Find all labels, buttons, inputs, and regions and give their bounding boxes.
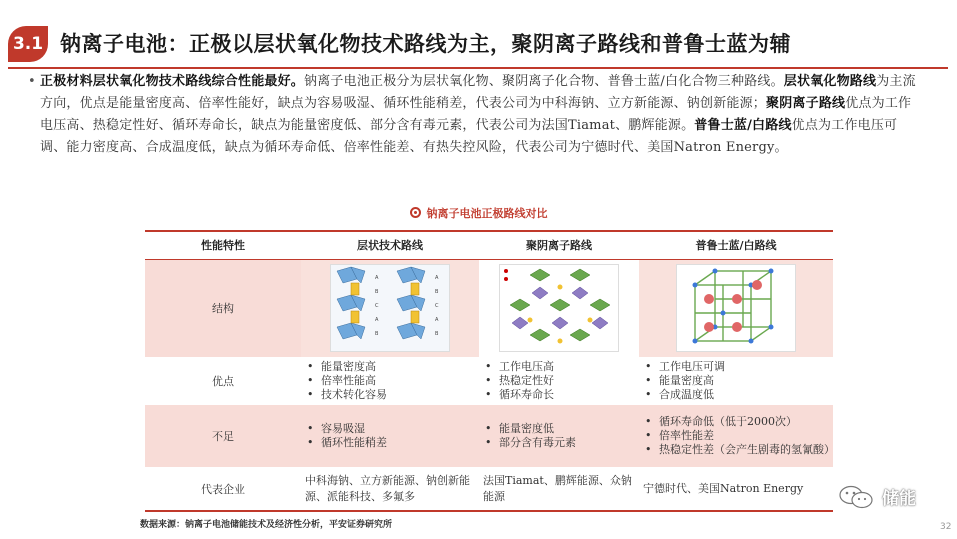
paragraph-lead: 正极材料层状氧化物技术路线综合性能最好。 <box>40 74 305 89</box>
layered-companies-cell <box>301 467 479 511</box>
watermark <box>838 484 916 509</box>
list-item: • 循环寿命低（低于2000次） <box>645 415 833 429</box>
svg-text:B: B <box>435 289 439 296</box>
table-header-row <box>145 231 833 259</box>
svg-text:A: A <box>435 317 439 324</box>
polyanion-advantages-cell <box>479 357 639 405</box>
section-number-badge: 3.1 <box>8 26 48 62</box>
company-list: 宁德时代、美国Natron Energy <box>643 481 804 495</box>
svg-text:B: B <box>375 331 379 338</box>
title-bar <box>0 22 957 66</box>
header-cell: 性能特性 <box>201 239 245 253</box>
svg-text:A: A <box>375 275 379 282</box>
polyanion-structure-cell <box>479 259 639 357</box>
list-item: • 倍率性能高 <box>307 374 479 388</box>
list-item: • 热稳定性差（会产生剧毒的氢氰酸） <box>645 443 833 457</box>
layered-disadvantages-cell <box>301 405 479 467</box>
svg-text:B: B <box>435 331 439 338</box>
list-item: • 合成温度低 <box>645 388 833 402</box>
row-label: 不足 <box>212 430 234 443</box>
table-caption <box>0 205 957 221</box>
paragraph-keyword: 普鲁士蓝/白路线 <box>694 118 792 133</box>
polyanion-companies-cell <box>479 467 639 511</box>
prussian-blue-structure-image <box>676 264 796 352</box>
table-row-companies <box>145 467 833 511</box>
list-item: • 循环性能稍差 <box>307 436 479 450</box>
list-item: • 热稳定性好 <box>485 374 639 388</box>
summary-paragraph <box>28 71 920 159</box>
title-divider <box>8 67 948 69</box>
paragraph-keyword: 层状氧化物路线 <box>783 74 877 89</box>
list-item: • 容易吸湿 <box>307 422 479 436</box>
company-list: 中科海钠、立方新能源、钠创新能源、派能科技、多氟多 <box>305 473 470 503</box>
svg-text:A: A <box>375 317 379 324</box>
polyanion-disadvantages-cell <box>479 405 639 467</box>
header-cell: 层状技术路线 <box>357 239 423 253</box>
table-row-advantages <box>145 357 833 405</box>
header-cell: 聚阴离子路线 <box>526 239 592 253</box>
row-label: 代表企业 <box>201 482 245 496</box>
svg-text:A: A <box>435 275 439 282</box>
list-item: • 工作电压可调 <box>645 360 833 374</box>
polyanion-structure-image <box>499 264 619 352</box>
list-item: • 部分含有毒元素 <box>485 436 639 450</box>
page-title: 钠离子电池：正极以层状氧化物技术路线为主，聚阴离子路线和普鲁士蓝为辅 <box>60 32 791 56</box>
table-caption-text: 钠离子电池正极路线对比 <box>426 207 548 220</box>
company-list: 法国Tiamat、鹏辉能源、众钠能源 <box>483 473 632 503</box>
svg-text:C: C <box>375 303 379 310</box>
bullet-icon: • <box>28 74 36 89</box>
list-item: • 技术转化容易 <box>307 388 479 402</box>
list-item: • 循环寿命长 <box>485 388 639 402</box>
paragraph-keyword: 聚阴离子路线 <box>766 96 846 111</box>
list-item: • 能量密度低 <box>485 422 639 436</box>
svg-text:C: C <box>435 303 439 310</box>
comparison-table <box>145 230 833 512</box>
list-item: • 倍率性能差 <box>645 429 833 443</box>
prussian-structure-cell <box>639 259 833 357</box>
paragraph-text: 优点为工作电压高、热稳定性好、循环寿命长，缺点为能量密度低、部分含有毒元素，代表公司为法国Tiamat、鹏辉能源。 <box>40 96 912 133</box>
header-cell: 普鲁士蓝/白路线 <box>695 239 777 253</box>
svg-text:B: B <box>375 289 379 296</box>
page-number: 32 <box>940 522 952 532</box>
wechat-icon <box>838 485 874 509</box>
list-item: • 能量密度高 <box>307 360 479 374</box>
list-item: • 工作电压高 <box>485 360 639 374</box>
prussian-disadvantages-cell <box>639 405 833 467</box>
table-row-disadvantages <box>145 405 833 467</box>
row-label: 结构 <box>145 259 301 357</box>
layered-structure-cell <box>301 259 479 357</box>
layered-oxide-structure-image <box>330 264 450 352</box>
list-item: • 能量密度高 <box>645 374 833 388</box>
watermark-text: 储能 <box>882 489 916 509</box>
target-icon <box>410 207 421 218</box>
prussian-companies-cell <box>639 467 833 511</box>
row-label: 优点 <box>212 375 234 388</box>
paragraph-text: 为主流方向，优点是能量密度高、倍率性能好，缺点为容易吸湿、循环性能稍差，代表公司为中科海钠、立方新能源、钠创新能源； <box>40 74 916 111</box>
prussian-advantages-cell <box>639 357 833 405</box>
table-row-structure <box>145 259 833 357</box>
source-note: 数据来源：钠离子电池储能技术及经济性分析，平安证券研究所 <box>140 520 393 530</box>
paragraph-text: 优点为工作电压可调、能力密度高、合成温度低，缺点为循环寿命低、倍率性能差、有热失控风险，代表公司为宁德时代、美国Natron Energy。 <box>40 118 898 155</box>
paragraph-text: 钠离子电池正极分为层状氧化物、聚阴离子化合物、普鲁士蓝/白化合物三种路线。 <box>304 74 784 89</box>
layered-advantages-cell <box>301 357 479 405</box>
